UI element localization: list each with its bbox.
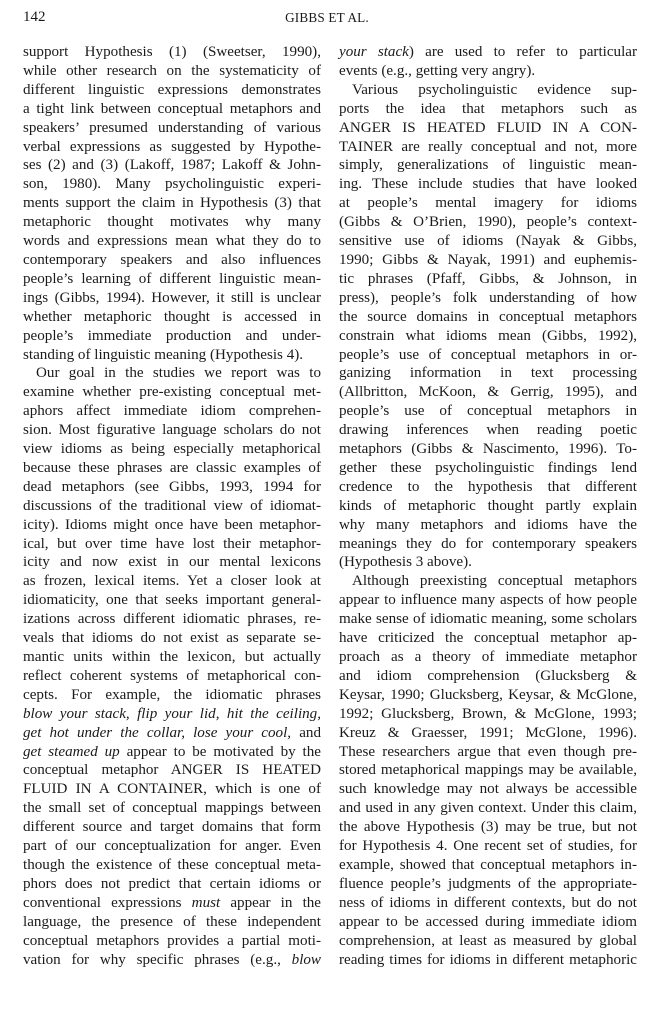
line-text: a tight link between conceptual metaphors and	[23, 100, 321, 117]
text-line	[23, 270, 321, 289]
line-text: verbal expressions as suggested by Hypothe-	[23, 138, 321, 155]
text-line	[339, 497, 637, 516]
italic-text: get hot under the collar, lose your cool,	[23, 724, 292, 741]
line-text: conventional expressions	[23, 894, 192, 911]
text-line	[339, 270, 637, 289]
line-text: dead metaphors (see Gibbs, 1993, 1994 for	[23, 478, 321, 495]
line-text: why many metaphors and idioms have the	[339, 516, 637, 533]
line-text: reflect coherent systems of metaphorical con-	[23, 667, 321, 684]
text-line	[339, 780, 637, 799]
line-text: cepts. For example, the idiomatic phrases	[23, 686, 321, 703]
line-text: ical, but over time have lost their metaphor-	[23, 535, 321, 552]
line-text: FLUID IN A CONTAINER, which is one of	[23, 781, 321, 798]
text-line	[23, 100, 321, 119]
text-line	[23, 402, 321, 421]
line-text: Kreuz & Graesser, 1991; McGlone, 1996).	[339, 724, 637, 741]
text-line	[339, 383, 637, 402]
text-line	[23, 119, 321, 138]
text-line	[339, 100, 637, 119]
line-text: part of our conceptualization for anger. Even	[23, 838, 321, 855]
text-line	[339, 346, 637, 365]
line-text: speakers’ presumed understanding of various	[23, 119, 321, 136]
text-line	[339, 629, 637, 648]
text-line	[339, 43, 637, 62]
text-line	[339, 308, 637, 327]
line-text: discussions of the traditional view of idiomat-	[23, 497, 321, 514]
text-line	[23, 43, 321, 62]
line-text: (Allbritton, McKoon, & Gerrig, 1995), and	[339, 384, 637, 401]
line-text: fluence people’s judgments of the appropriate-	[339, 875, 637, 892]
text-line	[339, 553, 637, 572]
line-text: and used in any given context. Under this claim,	[339, 800, 637, 817]
line-text: contemporary speakers and also influences	[23, 251, 321, 268]
text-line	[339, 667, 637, 686]
text-line	[23, 289, 321, 308]
line-text: ses (2) and (3) (Lakoff, 1987; Lakoff & John-	[23, 157, 321, 174]
line-text: have criticized the conceptual metaphor ap-	[339, 630, 637, 647]
text-line	[339, 138, 637, 157]
text-line	[23, 327, 321, 346]
line-text: 1992; Glucksberg, Brown, & McGlone, 1993;	[339, 705, 637, 722]
line-text: drawing inferences when reading poetic	[339, 422, 637, 439]
text-line	[339, 402, 637, 421]
italic-text: blow	[291, 951, 321, 968]
text-line	[339, 799, 637, 818]
line-text: sensitive use of idioms (Nayak & Gibbs,	[339, 233, 637, 250]
text-line	[23, 761, 321, 780]
italic-text: get steamed up	[23, 743, 120, 760]
line-text: icity and now exist in our mental lexicons	[23, 554, 321, 571]
line-text: izations across different idiomatic phrases, re-	[23, 611, 321, 628]
line-text: and idiom comprehension (Glucksberg &	[339, 667, 637, 684]
line-text: words and expressions mean what they do to	[23, 233, 321, 250]
text-line	[23, 610, 321, 629]
line-text: because these phrases are classic examples of	[23, 459, 321, 476]
line-text: sion. Most figurative language scholars do not	[23, 422, 321, 439]
line-text: events (e.g., getting very angry).	[339, 62, 536, 79]
text-line	[23, 553, 321, 572]
line-text: conceptual metaphors provides a partial moti-	[23, 932, 321, 949]
text-line	[23, 308, 321, 327]
text-line	[339, 156, 637, 175]
line-text: appear to be accessed during immediate idiom	[339, 913, 637, 930]
line-text: Although preexisting conceptual metaphors	[352, 573, 637, 590]
text-line	[339, 459, 637, 478]
line-text: appear in the	[220, 894, 322, 911]
text-line	[23, 138, 321, 157]
line-text: standing of linguistic meaning (Hypothesis 4).	[23, 346, 304, 363]
line-text: ganizing information in text processing	[339, 365, 637, 382]
text-line	[339, 535, 637, 554]
page-header	[0, 9, 654, 29]
text-line	[339, 213, 637, 232]
text-line	[339, 327, 637, 346]
line-text: mantic units within the lexicon, but actually	[23, 649, 321, 665]
text-line	[23, 837, 321, 856]
line-text: appear to be motivated by the	[119, 743, 321, 760]
text-line	[339, 856, 637, 875]
line-text: the small set of conceptual mappings between	[23, 800, 321, 817]
line-text: son, 1980). Many psycholinguistic experi-	[23, 176, 321, 193]
line-text: such knowledge may not always be accessible	[339, 781, 637, 798]
text-line	[339, 761, 637, 780]
text-line	[339, 724, 637, 743]
line-text: language, the presence of these independent	[23, 913, 321, 930]
text-line	[339, 818, 637, 837]
line-text: conceptual metaphor ANGER IS HEATED	[23, 762, 321, 779]
text-line	[23, 932, 321, 951]
text-line	[23, 686, 321, 705]
text-line	[23, 951, 321, 970]
line-text: aphors affect immediate idiom comprehen-	[23, 403, 321, 420]
text-line	[23, 856, 321, 875]
text-line	[23, 535, 321, 554]
text-line	[23, 156, 321, 175]
text-line	[339, 932, 637, 951]
line-text: gether these psycholinguistic findings lend	[339, 459, 637, 476]
text-line	[23, 799, 321, 818]
line-text: ing. These include studies that have looked	[339, 176, 637, 193]
line-text: support Hypothesis (1) (Sweetser, 1990),	[23, 44, 321, 60]
line-text: veals that idioms do not exist as separate se-	[23, 630, 321, 647]
line-text: (Gibbs & O’Brien, 1990), people’s context-	[339, 214, 637, 231]
text-line	[23, 175, 321, 194]
line-text: people’s immediate production and under-	[23, 327, 321, 344]
text-line	[339, 648, 637, 667]
text-line	[23, 383, 321, 402]
line-text: simply, generalizations of linguistic mean-	[339, 157, 637, 174]
text-line	[23, 459, 321, 478]
text-line	[23, 780, 321, 799]
text-line	[339, 610, 637, 629]
text-line	[339, 232, 637, 251]
text-line	[339, 894, 637, 913]
line-text: meanings they do for contemporary speakers	[339, 535, 637, 552]
text-line	[23, 62, 321, 81]
text-line	[23, 724, 321, 743]
line-text: ings (Gibbs, 1994). However, it still is unclear	[23, 289, 321, 306]
text-line	[339, 251, 637, 270]
running-head: GIBBS ET AL.	[285, 10, 369, 25]
line-text: example, showed that conceptual metaphors in-	[339, 856, 637, 873]
line-text: 1990; Gibbs & Nayak, 1991) and euphemis-	[339, 251, 637, 268]
line-text: ) are used to refer to particular	[408, 44, 637, 60]
text-line	[339, 478, 637, 497]
line-text: examine whether pre-existing conceptual met-	[23, 384, 321, 401]
text-line	[23, 232, 321, 251]
text-line	[23, 251, 321, 270]
line-text: ness of idioms in different contexts, but do not	[339, 894, 637, 911]
line-text: different source and target domains that form	[23, 819, 321, 836]
text-line	[23, 478, 321, 497]
line-text: for Hypothesis 4. One recent set of studies, for	[339, 838, 637, 855]
text-line	[339, 837, 637, 856]
text-line	[339, 119, 637, 138]
text-line	[339, 364, 637, 383]
line-text: make sense of idiomatic meaning, some scholars	[339, 611, 637, 628]
text-line	[23, 705, 321, 724]
line-text: constrain what idioms mean (Gibbs, 1992),	[339, 327, 637, 344]
line-text: while other research on the systematicity of	[23, 62, 321, 79]
text-line	[23, 875, 321, 894]
right-column	[339, 43, 637, 969]
line-text: people’s use of conceptual metaphors in or-	[339, 346, 637, 363]
line-text: ports the idea that metaphors such as	[339, 100, 637, 117]
text-line	[23, 81, 321, 100]
italic-text: your stack	[339, 44, 409, 60]
left-column	[23, 43, 321, 969]
text-line	[23, 667, 321, 686]
text-line	[339, 875, 637, 894]
line-text: people’s use of conceptual metaphors in	[339, 403, 637, 420]
line-text: phors does not predict that certain idioms or	[23, 875, 321, 892]
line-text: comprehension, at least as measured by global	[339, 932, 637, 949]
line-text: whether metaphoric thought is accessed in	[23, 308, 321, 325]
page-number: 142	[23, 9, 46, 25]
line-text: (Hypothesis 3 above).	[339, 554, 472, 571]
line-text: idiomaticity, one that seeks important general-	[23, 592, 321, 609]
line-text: These researchers argue that even though pre-	[339, 743, 637, 760]
line-text: proach as a theory of immediate metaphor	[339, 649, 637, 665]
text-line	[23, 516, 321, 535]
line-text: stored metaphorical mappings may be available,	[339, 762, 637, 779]
text-line	[23, 743, 321, 762]
line-text: and	[291, 724, 321, 741]
italic-text: blow your stack, flip your lid, hit the ceiling,	[23, 705, 321, 722]
text-line	[339, 591, 637, 610]
text-line	[339, 951, 637, 970]
text-line	[23, 440, 321, 459]
text-line	[339, 705, 637, 724]
text-line	[339, 686, 637, 705]
text-line	[23, 497, 321, 516]
text-line	[23, 629, 321, 648]
text-line	[23, 364, 321, 383]
text-line	[23, 194, 321, 213]
line-text: press), people’s folk understanding of how	[339, 289, 637, 306]
text-line	[23, 572, 321, 591]
line-text: the source domains in conceptual metaphors	[339, 308, 637, 325]
text-line	[339, 743, 637, 762]
text-line	[339, 421, 637, 440]
text-line	[23, 913, 321, 932]
line-text: TAINER are really conceptual and not, more	[339, 138, 637, 155]
line-text: at people’s mental imagery for idioms	[339, 195, 637, 212]
text-line	[339, 516, 637, 535]
italic-text: must	[191, 894, 221, 911]
text-line	[23, 591, 321, 610]
text-line	[339, 62, 637, 81]
line-text: Keysar, 1990; Glucksberg, Keysar, & McGlone,	[339, 686, 637, 703]
text-line	[23, 894, 321, 913]
line-text: Our goal in the studies we report was to	[36, 365, 321, 382]
line-text: the above Hypothesis (3) may be true, but not	[339, 819, 637, 836]
line-text: kinds of metaphoric thought partly explain	[339, 497, 637, 514]
text-line	[339, 913, 637, 932]
line-text: metaphoric thought motivates why many	[23, 214, 321, 231]
line-text: people’s learning of different linguistic mean-	[23, 270, 321, 287]
line-text: metaphors (Gibbs & Nascimento, 1996). To-	[339, 441, 637, 458]
text-line	[23, 346, 321, 365]
text-line	[339, 572, 637, 591]
line-text: tic phrases (Pfaff, Gibbs, & Johnson, in	[339, 270, 637, 287]
text-line	[23, 648, 321, 667]
line-text: credence to the hypothesis that different	[339, 478, 637, 495]
line-text: though the existence of these conceptual meta-	[23, 856, 321, 873]
text-line	[339, 440, 637, 459]
line-text: Various psycholinguistic evidence sup-	[352, 81, 637, 98]
text-line	[339, 194, 637, 213]
line-text: reading times for idioms in different metaphoric	[339, 951, 637, 968]
line-text: vation for why specific phrases (e.g.,	[23, 951, 292, 968]
line-text: as frozen, lexical items. Yet a closer look at	[23, 573, 321, 590]
line-text: ments support the claim in Hypothesis (3) that	[23, 195, 321, 212]
text-line	[339, 175, 637, 194]
line-text: different linguistic expressions demonstrates	[23, 81, 321, 98]
line-text: view idioms as being especially metaphorical	[23, 441, 321, 458]
line-text: ANGER IS HEATED FLUID IN A CON-	[339, 119, 637, 136]
line-text: icity). Idioms might once have been metaphor-	[23, 516, 321, 533]
text-line	[339, 81, 637, 100]
line-text: appear to influence many aspects of how people	[339, 592, 637, 609]
text-line	[339, 289, 637, 308]
text-line	[23, 421, 321, 440]
text-line	[23, 818, 321, 837]
text-line	[23, 213, 321, 232]
